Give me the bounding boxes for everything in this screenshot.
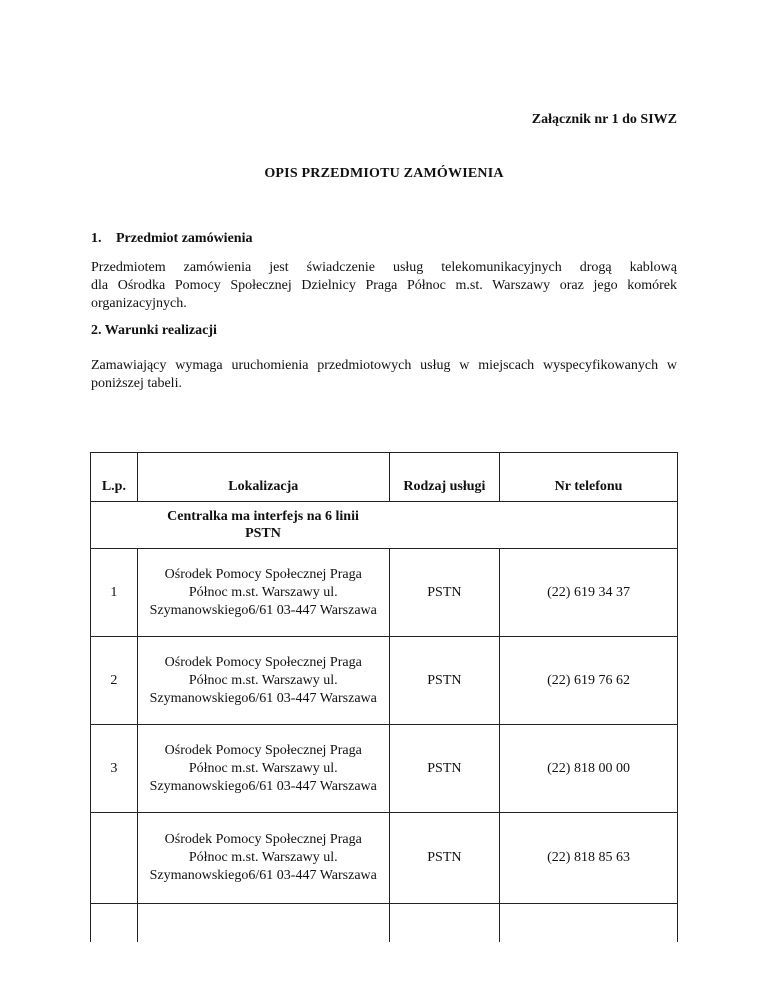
table-subheader-row [91,502,678,549]
locations-table [90,452,678,942]
location-line: Ośrodek Pomocy Społecznej Praga [164,742,362,758]
cell-lp: 3 [91,725,138,813]
cell-empty [137,904,389,943]
cell-phone: (22) 619 76 62 [500,637,678,725]
location-line: Północ m.st. Warszawy ul. [188,760,338,776]
section-1-text [91,259,677,313]
cell-phone: (22) 619 34 37 [500,549,678,637]
attachment-label: Załącznik nr 1 do SIWZ [531,112,677,127]
header-phone: Nr telefonu [500,453,678,502]
section-1-text-line1: Przedmiotem zamówienia jest świadczenie usług telekomunikacyjnych drogą kablową [91,260,677,275]
cell-lp: 1 [91,549,138,637]
table-row [91,725,678,813]
cell-phone: (22) 818 00 00 [500,725,678,813]
table-row [91,813,678,904]
cell-service: PSTN [389,637,499,725]
subheader-line1: Centralka ma interfejs na 6 linii [167,509,359,524]
header-location: Lokalizacja [137,453,389,502]
cell-location [137,637,389,725]
section-1-number: 1. [91,231,102,246]
cell-empty [91,904,138,943]
cell-empty [389,904,499,943]
location-line: Północ m.st. Warszawy ul. [188,672,338,688]
location-line: Szymanowskiego6/61 03-447 Warszawa [149,602,377,618]
cell-phone: (22) 818 85 63 [500,813,678,904]
location-line: Ośrodek Pomocy Społecznej Praga [164,566,362,582]
cell-service: PSTN [389,813,499,904]
location-line: Ośrodek Pomocy Społecznej Praga [164,832,362,847]
cell-lp [91,813,138,904]
cell-service: PSTN [389,549,499,637]
page-title: OPIS PRZEDMIOTU ZAMÓWIENIA [264,166,504,181]
table-row [91,549,678,637]
section-1-text-rest: dla Ośrodka Pomocy Społecznej Dzielnicy Praga Północ m.st. Warszawy oraz jego komórek organizacyjnych. [91,278,677,311]
section-2-text: Zamawiający wymaga uruchomienia przedmiotowych usług w miejscach wyspecyfikowanych w poniższej tabeli. [91,358,677,391]
location-line: Ośrodek Pomocy Społecznej Praga [164,654,362,670]
location-line: Północ m.st. Warszawy ul. [188,584,338,600]
section-2-heading: 2. Warunki realizacji [91,323,217,338]
table-header-row [91,453,678,502]
location-line: Północ m.st. Warszawy ul. [188,850,338,865]
table-row-continued [91,904,678,943]
cell-location [137,813,389,904]
section-1-heading [91,231,252,247]
location-line: Szymanowskiego6/61 03-447 Warszawa [149,868,377,883]
location-line: Szymanowskiego6/61 03-447 Warszawa [149,690,377,706]
cell-location [137,549,389,637]
header-lp: L.p. [91,453,138,502]
header-service: Rodzaj usługi [389,453,499,502]
subheader-line2: PSTN [245,526,281,541]
cell-lp: 2 [91,637,138,725]
cell-service: PSTN [389,725,499,813]
cell-location [137,725,389,813]
section-1-title: Przedmiot zamówienia [116,231,253,246]
table-subheader [91,502,678,549]
cell-empty [500,904,678,943]
table-row [91,637,678,725]
location-line: Szymanowskiego6/61 03-447 Warszawa [149,778,377,794]
